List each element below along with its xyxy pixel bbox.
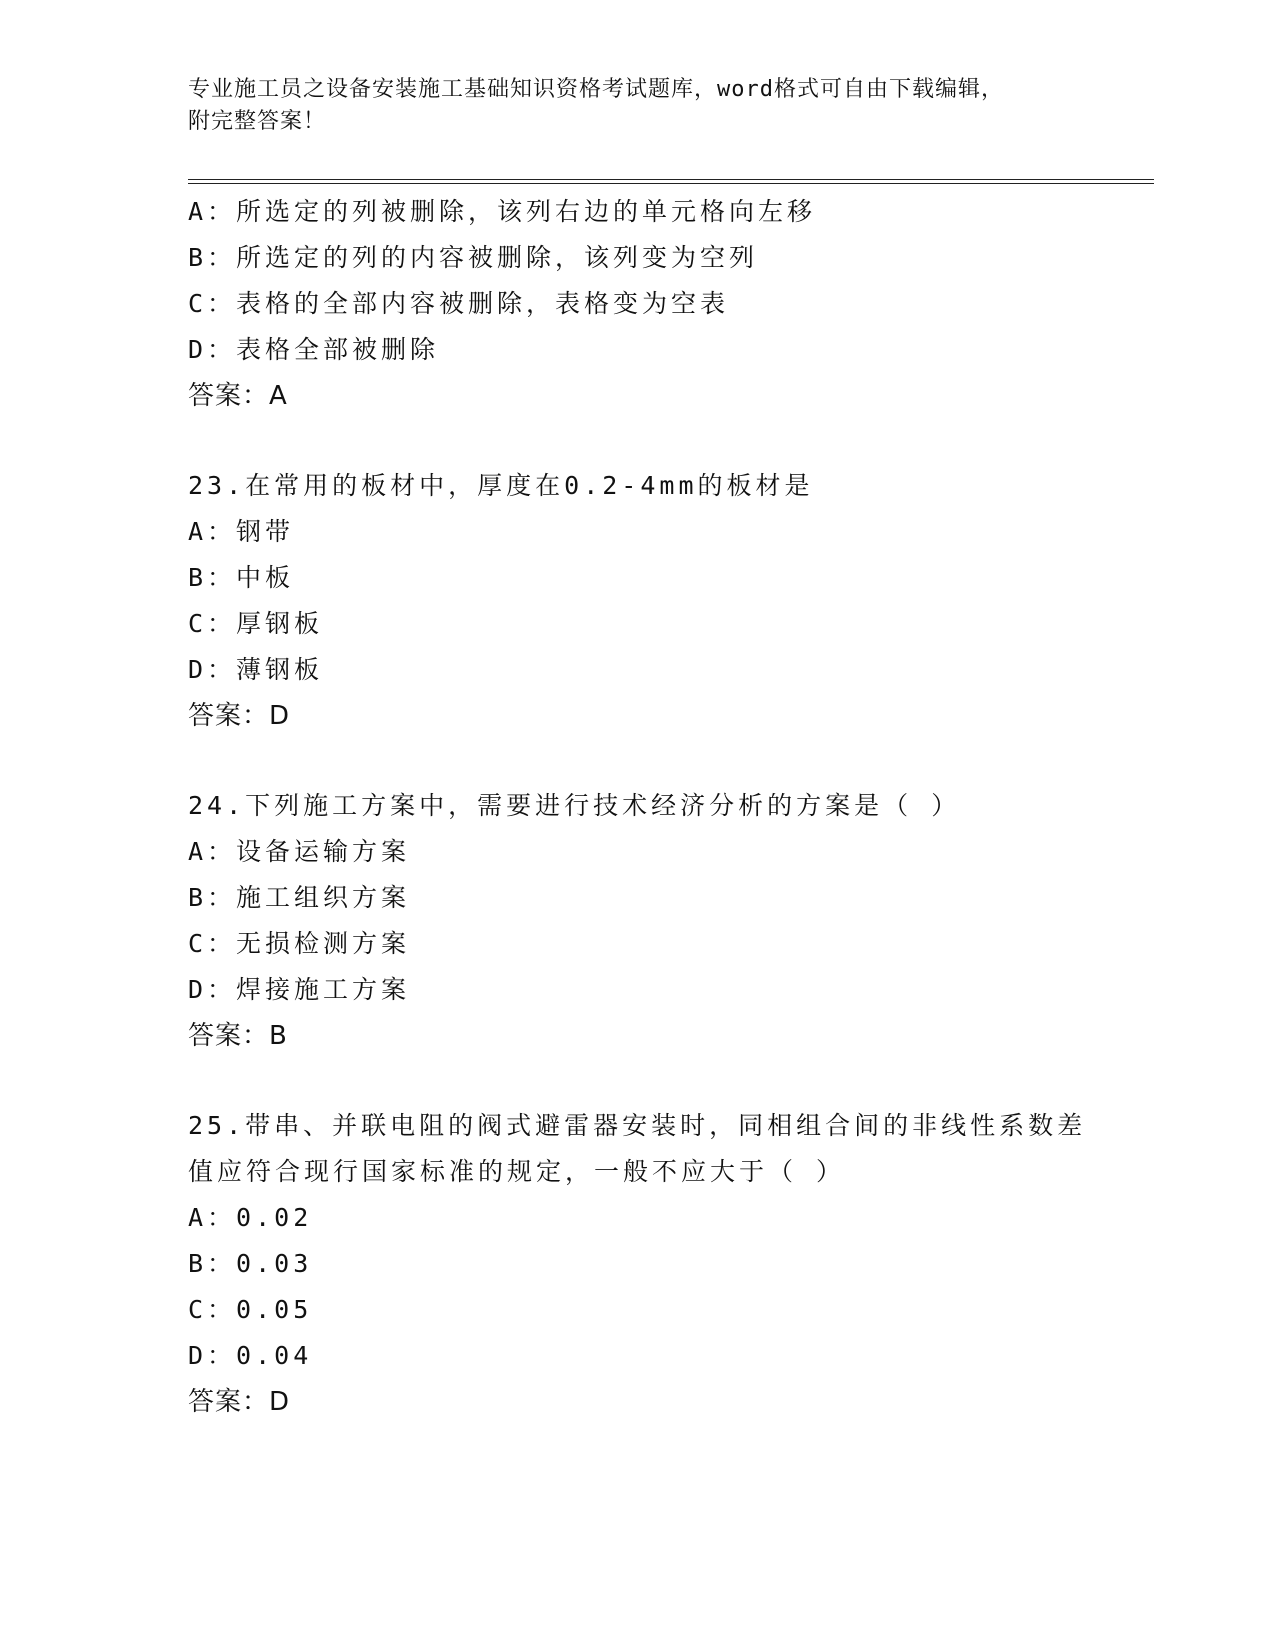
spacer — [188, 419, 1148, 463]
question-list — [188, 189, 1148, 1425]
option-b: B：所选定的列的内容被删除，该列变为空列 — [188, 243, 759, 272]
option-d: D：薄钢板 — [188, 655, 324, 684]
question-stem-continued: 值应符合现行国家标准的规定，一般不应大于（ ） — [188, 1157, 846, 1186]
document-header — [188, 74, 1088, 138]
answer-line: 答案：B — [188, 1021, 288, 1051]
spacer — [188, 1059, 1148, 1103]
answer-line: 答案：D — [188, 1387, 291, 1417]
spacer — [188, 739, 1148, 783]
option-b: B：施工组织方案 — [188, 883, 411, 912]
question-stem: 25.带串、并联电阻的阀式避雷器安装时，同相组合间的非线性系数差 — [188, 1111, 1087, 1140]
header-title-line-1: 专业施工员之设备安装施工基础知识资格考试题库，word格式可自由下载编辑， — [188, 77, 1004, 102]
question-block — [188, 1103, 1148, 1425]
question-stem: 24.下列施工方案中，需要进行技术经济分析的方案是（ ） — [188, 791, 961, 820]
option-a: A：钢带 — [188, 517, 295, 546]
option-c: C：厚钢板 — [188, 609, 324, 638]
answer-line: 答案：A — [188, 381, 288, 411]
question-stem: 23.在常用的板材中，厚度在0.2-4mm的板材是 — [188, 471, 814, 500]
question-block — [188, 463, 1148, 739]
answer-line: 答案：D — [188, 701, 291, 731]
header-divider-bottom — [188, 183, 1154, 184]
header-title-line-2: 附完整答案！ — [188, 109, 327, 134]
option-b: B：中板 — [188, 563, 295, 592]
header-divider-top — [188, 179, 1154, 180]
question-block — [188, 783, 1148, 1059]
option-a: A：所选定的列被删除，该列右边的单元格向左移 — [188, 197, 817, 226]
question-block — [188, 189, 1148, 419]
option-d: D：焊接施工方案 — [188, 975, 411, 1004]
option-c: C：表格的全部内容被删除，表格变为空表 — [188, 289, 730, 318]
option-d: D：表格全部被删除 — [188, 335, 440, 364]
option-b: B：0.03 — [188, 1249, 313, 1278]
option-d: D：0.04 — [188, 1341, 313, 1370]
option-a: A：设备运输方案 — [188, 837, 411, 866]
option-c: C：无损检测方案 — [188, 929, 411, 958]
option-c: C：0.05 — [188, 1295, 313, 1324]
option-a: A：0.02 — [188, 1203, 313, 1232]
